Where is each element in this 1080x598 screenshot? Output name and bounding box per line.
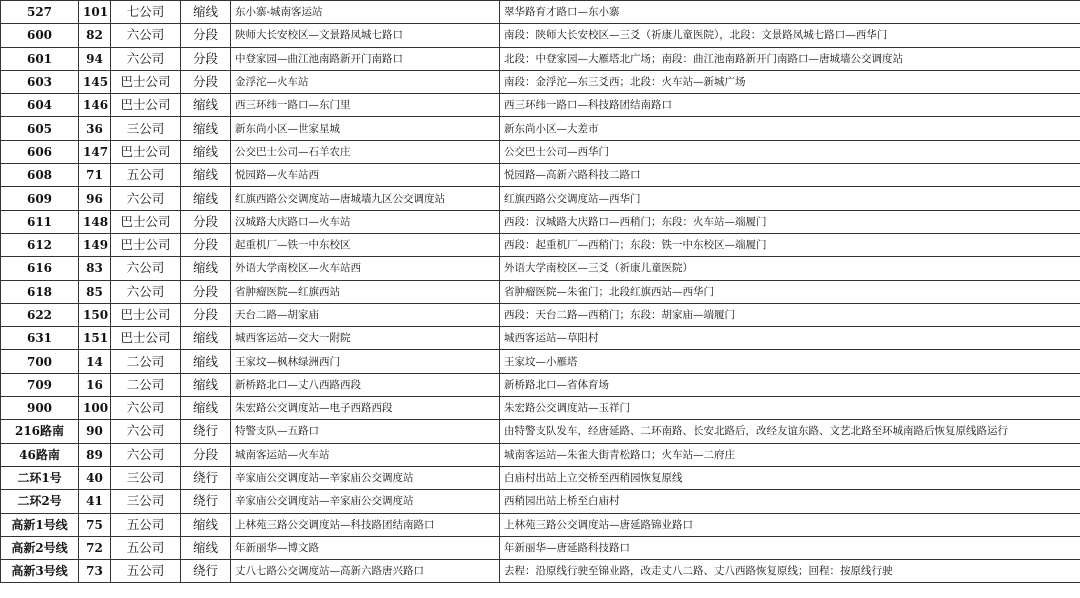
table-row — [1, 117, 1080, 140]
table-row — [1, 1, 1080, 24]
detail-cell: 北段：中登家园—大雁塔北广场；南段：曲江池南路新开门南路口—唐城墙公交调度站 — [500, 47, 1080, 70]
table-row — [1, 513, 1080, 536]
route-cell: 城西客运站—交大一附院 — [231, 327, 500, 350]
detail-cell: 红旗西路公交调度站—西华门 — [500, 187, 1080, 210]
detail-cell: 城南客运站—朱雀大街青松路口；火车站—二府庄 — [500, 443, 1080, 466]
line-number-cell: 601 — [1, 47, 79, 70]
company-cell: 五公司 — [111, 164, 181, 187]
company-cell: 二公司 — [111, 373, 181, 396]
detail-cell: 年新丽华—唐延路科技路口 — [500, 536, 1080, 559]
line-number-cell: 622 — [1, 303, 79, 326]
route-cell: 特警支队—五路口 — [231, 420, 500, 443]
table-row — [1, 350, 1080, 373]
company-cell: 六公司 — [111, 443, 181, 466]
adjustment-type-cell: 缩线 — [181, 140, 231, 163]
route-cell: 新东尚小区—世家星城 — [231, 117, 500, 140]
line-number-cell: 二环1号 — [1, 466, 79, 489]
index-cell: 94 — [79, 47, 111, 70]
adjustment-type-cell: 分段 — [181, 47, 231, 70]
route-cell: 辛家庙公交调度站—辛家庙公交调度站 — [231, 490, 500, 513]
table-row — [1, 70, 1080, 93]
index-cell: 36 — [79, 117, 111, 140]
table-row — [1, 373, 1080, 396]
index-cell: 85 — [79, 280, 111, 303]
detail-cell: 外语大学南校区—三爻（祈康儿童医院） — [500, 257, 1080, 280]
table-row — [1, 280, 1080, 303]
detail-cell: 西段：起重机厂—西稍门；东段：铁一中东校区—端履门 — [500, 233, 1080, 256]
company-cell: 六公司 — [111, 187, 181, 210]
index-cell: 83 — [79, 257, 111, 280]
adjustment-type-cell: 绕行 — [181, 490, 231, 513]
line-number-cell: 631 — [1, 327, 79, 350]
route-cell: 新桥路北口—丈八西路西段 — [231, 373, 500, 396]
index-cell: 151 — [79, 327, 111, 350]
detail-cell: 朱宏路公交调度站—玉祥门 — [500, 397, 1080, 420]
table-row — [1, 24, 1080, 47]
index-cell: 89 — [79, 443, 111, 466]
company-cell: 巴士公司 — [111, 70, 181, 93]
detail-cell: 城西客运站—草阳村 — [500, 327, 1080, 350]
line-number-cell: 600 — [1, 24, 79, 47]
line-number-cell: 二环2号 — [1, 490, 79, 513]
line-number-cell: 609 — [1, 187, 79, 210]
line-number-cell: 46路南 — [1, 443, 79, 466]
route-cell: 悦园路—火车站西 — [231, 164, 500, 187]
detail-cell: 省肿瘤医院—朱雀门；北段红旗西站—西华门 — [500, 280, 1080, 303]
table-row — [1, 560, 1080, 583]
route-cell: 公交巴士公司—石羊农庄 — [231, 140, 500, 163]
company-cell: 五公司 — [111, 560, 181, 583]
table-row — [1, 233, 1080, 256]
route-cell: 东小寨-城南客运站 — [231, 1, 500, 24]
adjustment-type-cell: 分段 — [181, 24, 231, 47]
route-cell: 红旗西路公交调度站—唐城墙九区公交调度站 — [231, 187, 500, 210]
detail-cell: 南段：陕师大长安校区—三爻（祈康儿童医院），北段：文景路凤城七路口—西华门 — [500, 24, 1080, 47]
adjustment-type-cell: 缩线 — [181, 373, 231, 396]
adjustment-type-cell: 缩线 — [181, 513, 231, 536]
detail-cell: 上林苑三路公交调度站—唐延路锦业路口 — [500, 513, 1080, 536]
adjustment-type-cell: 缩线 — [181, 350, 231, 373]
company-cell: 巴士公司 — [111, 327, 181, 350]
index-cell: 100 — [79, 397, 111, 420]
index-cell: 96 — [79, 187, 111, 210]
table-row — [1, 466, 1080, 489]
company-cell: 巴士公司 — [111, 140, 181, 163]
route-cell: 辛家庙公交调度站—辛家庙公交调度站 — [231, 466, 500, 489]
index-cell: 150 — [79, 303, 111, 326]
route-cell: 西三环纬一路口—东门里 — [231, 94, 500, 117]
table-row — [1, 187, 1080, 210]
line-number-cell: 216路南 — [1, 420, 79, 443]
company-cell: 六公司 — [111, 24, 181, 47]
table-row — [1, 397, 1080, 420]
table-row — [1, 490, 1080, 513]
adjustment-type-cell: 绕行 — [181, 466, 231, 489]
table-row — [1, 94, 1080, 117]
index-cell: 40 — [79, 466, 111, 489]
route-cell: 天台二路—胡家庙 — [231, 303, 500, 326]
detail-cell: 南段：金浮沱—东三爻西；北段：火车站—新城广场 — [500, 70, 1080, 93]
company-cell: 巴士公司 — [111, 210, 181, 233]
table-row — [1, 257, 1080, 280]
adjustment-type-cell: 缩线 — [181, 536, 231, 559]
index-cell: 146 — [79, 94, 111, 117]
index-cell: 75 — [79, 513, 111, 536]
company-cell: 六公司 — [111, 280, 181, 303]
index-cell: 147 — [79, 140, 111, 163]
route-cell: 中登家园—曲江池南路新开门南路口 — [231, 47, 500, 70]
table-row — [1, 164, 1080, 187]
adjustment-type-cell: 缩线 — [181, 164, 231, 187]
route-cell: 金浮沱—火车站 — [231, 70, 500, 93]
route-cell: 年新丽华—博文路 — [231, 536, 500, 559]
adjustment-type-cell: 缩线 — [181, 1, 231, 24]
index-cell: 16 — [79, 373, 111, 396]
adjustment-type-cell: 分段 — [181, 443, 231, 466]
adjustment-type-cell: 分段 — [181, 280, 231, 303]
adjustment-type-cell: 分段 — [181, 233, 231, 256]
route-cell: 朱宏路公交调度站—电子西路西段 — [231, 397, 500, 420]
index-cell: 72 — [79, 536, 111, 559]
adjustment-type-cell: 缩线 — [181, 117, 231, 140]
adjustment-type-cell: 缩线 — [181, 327, 231, 350]
detail-cell: 西三环纬一路口—科技路团结南路口 — [500, 94, 1080, 117]
detail-cell: 王家坟—小雁塔 — [500, 350, 1080, 373]
table-row — [1, 327, 1080, 350]
detail-cell: 翠华路育才路口—东小寨 — [500, 1, 1080, 24]
route-cell: 王家坟—枫林绿洲西门 — [231, 350, 500, 373]
company-cell: 六公司 — [111, 397, 181, 420]
line-number-cell: 611 — [1, 210, 79, 233]
company-cell: 五公司 — [111, 536, 181, 559]
table-row — [1, 140, 1080, 163]
detail-cell: 由特警支队发车，经唐延路、二环南路、长安北路后，改经友谊东路、文艺北路至环城南路后恢复原线路运行 — [500, 420, 1080, 443]
adjustment-type-cell: 缩线 — [181, 257, 231, 280]
index-cell: 90 — [79, 420, 111, 443]
index-cell: 148 — [79, 210, 111, 233]
line-number-cell: 高新3号线 — [1, 560, 79, 583]
company-cell: 六公司 — [111, 47, 181, 70]
index-cell: 145 — [79, 70, 111, 93]
route-cell: 省肿瘤医院—红旗西站 — [231, 280, 500, 303]
company-cell: 三公司 — [111, 490, 181, 513]
adjustment-type-cell: 分段 — [181, 303, 231, 326]
index-cell: 41 — [79, 490, 111, 513]
company-cell: 二公司 — [111, 350, 181, 373]
index-cell: 149 — [79, 233, 111, 256]
line-number-cell: 618 — [1, 280, 79, 303]
adjustment-type-cell: 缩线 — [181, 397, 231, 420]
index-cell: 101 — [79, 1, 111, 24]
route-cell: 上林苑三路公交调度站—科技路团结南路口 — [231, 513, 500, 536]
company-cell: 巴士公司 — [111, 303, 181, 326]
line-number-cell: 612 — [1, 233, 79, 256]
line-number-cell: 606 — [1, 140, 79, 163]
line-number-cell: 709 — [1, 373, 79, 396]
route-cell: 外语大学南校区—火车站西 — [231, 257, 500, 280]
detail-cell: 新东尚小区—大差市 — [500, 117, 1080, 140]
company-cell: 三公司 — [111, 466, 181, 489]
route-cell: 陕师大长安校区—文景路凤城七路口 — [231, 24, 500, 47]
line-number-cell: 高新1号线 — [1, 513, 79, 536]
company-cell: 七公司 — [111, 1, 181, 24]
index-cell: 14 — [79, 350, 111, 373]
detail-cell: 公交巴士公司—西华门 — [500, 140, 1080, 163]
line-number-cell: 900 — [1, 397, 79, 420]
detail-cell: 悦园路—高新六路科技二路口 — [500, 164, 1080, 187]
table-body — [1, 1, 1080, 583]
adjustment-type-cell: 绕行 — [181, 560, 231, 583]
detail-cell: 西稍园出站上桥至白庙村 — [500, 490, 1080, 513]
route-cell: 城南客运站—火车站 — [231, 443, 500, 466]
adjustment-type-cell: 绕行 — [181, 420, 231, 443]
table-row — [1, 420, 1080, 443]
table-row — [1, 210, 1080, 233]
route-cell: 汉城路大庆路口—火车站 — [231, 210, 500, 233]
index-cell: 71 — [79, 164, 111, 187]
adjustment-type-cell: 缩线 — [181, 187, 231, 210]
detail-cell: 去程：沿原线行驶至锦业路，改走丈八二路、丈八西路恢复原线；回程：按原线行驶 — [500, 560, 1080, 583]
company-cell: 三公司 — [111, 117, 181, 140]
company-cell: 六公司 — [111, 257, 181, 280]
detail-cell: 白庙村出站上立交桥至西稍园恢复原线 — [500, 466, 1080, 489]
line-number-cell: 604 — [1, 94, 79, 117]
line-number-cell: 603 — [1, 70, 79, 93]
company-cell: 六公司 — [111, 420, 181, 443]
table-row — [1, 47, 1080, 70]
table-row — [1, 303, 1080, 326]
detail-cell: 西段：天台二路—西稍门；东段：胡家庙—端履门 — [500, 303, 1080, 326]
company-cell: 五公司 — [111, 513, 181, 536]
route-cell: 丈八七路公交调度站—高新六路唐兴路口 — [231, 560, 500, 583]
line-number-cell: 608 — [1, 164, 79, 187]
line-number-cell: 616 — [1, 257, 79, 280]
line-number-cell: 高新2号线 — [1, 536, 79, 559]
table-row — [1, 443, 1080, 466]
adjustment-type-cell: 分段 — [181, 70, 231, 93]
adjustment-type-cell: 分段 — [181, 210, 231, 233]
table-row — [1, 536, 1080, 559]
adjustment-type-cell: 缩线 — [181, 94, 231, 117]
company-cell: 巴士公司 — [111, 233, 181, 256]
line-number-cell: 605 — [1, 117, 79, 140]
line-number-cell: 527 — [1, 1, 79, 24]
index-cell: 82 — [79, 24, 111, 47]
route-cell: 起重机厂—铁一中东校区 — [231, 233, 500, 256]
line-number-cell: 700 — [1, 350, 79, 373]
detail-cell: 新桥路北口—省体育场 — [500, 373, 1080, 396]
detail-cell: 西段：汉城路大庆路口—西稍门；东段：火车站—端履门 — [500, 210, 1080, 233]
index-cell: 73 — [79, 560, 111, 583]
company-cell: 巴士公司 — [111, 94, 181, 117]
